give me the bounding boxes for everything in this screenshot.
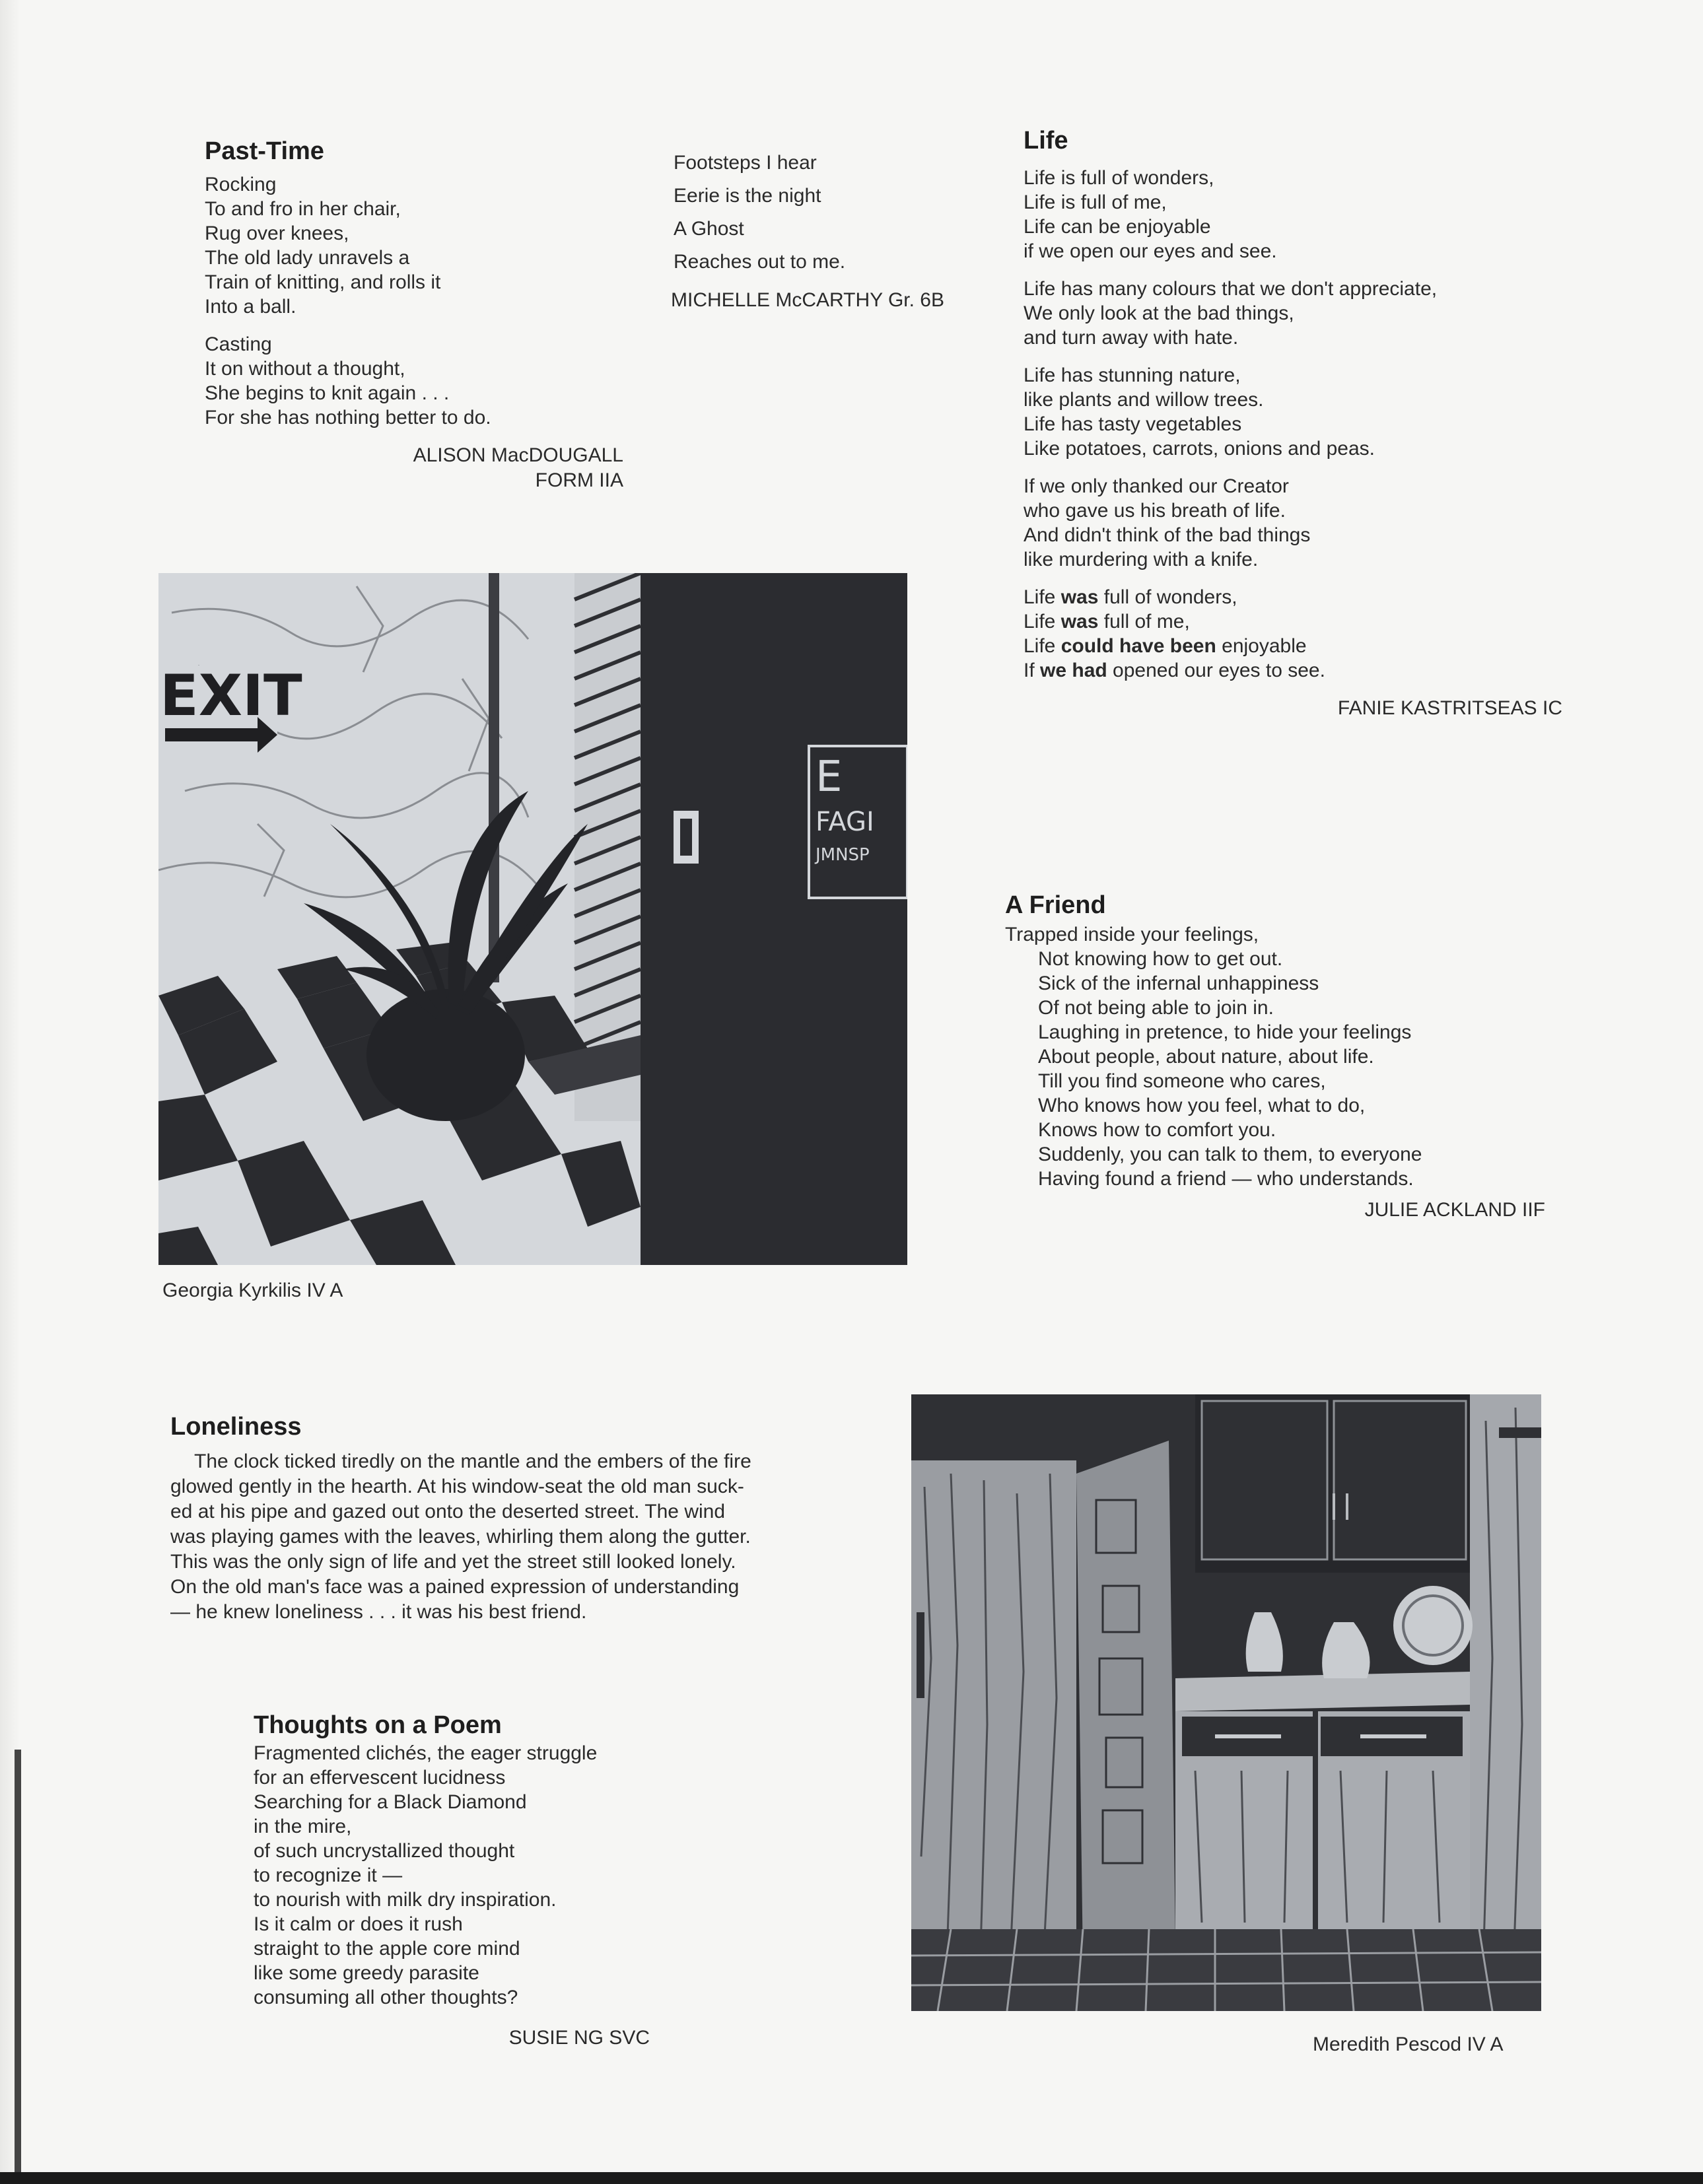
poem-line: like plants and willow trees. [1024, 389, 1264, 411]
page-binding-mark [15, 1750, 21, 2184]
poem-line: Like potatoes, carrots, onions and peas. [1024, 438, 1375, 460]
artwork-print-exit [158, 573, 907, 1265]
eye-chart-letter: JMNSP [816, 845, 870, 865]
poem-author: JULIE ACKLAND IIF [1364, 1199, 1545, 1221]
poem-past-time [205, 137, 627, 493]
prose-line: was playing games with the leaves, whirling them along the gutter. [170, 1526, 751, 1548]
prose-line: This was the only sign of life and yet the street still looked lonely. [170, 1551, 736, 1573]
prose-line: The clock ticked tiredly on the mantle and the embers of the fire [194, 1450, 751, 1472]
poem-line: Eerie is the night [674, 185, 821, 207]
poem-line: Casting [205, 333, 272, 355]
poem-line: Fragmented clichés, the eager struggle [254, 1742, 598, 1764]
poem-line: Life is full of me, [1024, 191, 1167, 213]
poem-line: like murdering with a knife. [1024, 549, 1259, 570]
poem-line: Laughing in pretence, to hide your feelings [1038, 1021, 1412, 1043]
poem-author: FANIE KASTRITSEAS IC [1337, 697, 1562, 719]
poem-stanza [674, 147, 1004, 279]
poem-stanza [1024, 474, 1565, 572]
poem-line: We only look at the bad things, [1024, 302, 1294, 324]
artwork-caption: Georgia Kyrkilis IV A [162, 1280, 343, 1301]
poem-line: Reaches out to me. [674, 251, 846, 273]
poem-title: Life [1024, 127, 1068, 154]
poem-line: Sick of the infernal unhappiness [1038, 973, 1319, 994]
poem-line: Life has stunning nature, [1024, 364, 1241, 386]
eye-chart-letter: FAGI [816, 807, 874, 837]
prose-line: ed at his pipe and gazed out onto the deserted street. The wind [170, 1501, 726, 1522]
poem-stanza [1005, 922, 1547, 1191]
poem-line: Train of knitting, and rolls it [205, 271, 441, 293]
poem-line: Having found a friend — who understands. [1038, 1168, 1414, 1190]
poem-stanza [1024, 363, 1565, 461]
poem-line: like some greedy parasite [254, 1962, 479, 1984]
poem-line: Life is full of wonders, [1024, 167, 1214, 189]
poem-stanza [205, 332, 627, 430]
poem-line: Into a ball. [205, 296, 296, 318]
poem-line: For she has nothing better to do. [205, 407, 491, 428]
poem-life [1024, 127, 1565, 721]
exit-sign-text: EXIT [160, 663, 302, 729]
poem-line: About people, about nature, about life. [1038, 1046, 1374, 1068]
poem-line: Till you find someone who cares, [1038, 1070, 1326, 1092]
poem-line: If we had opened our eyes to see. [1024, 660, 1325, 681]
prose-title: Loneliness [170, 1413, 302, 1441]
poem-line: Knows how to comfort you. [1038, 1119, 1276, 1141]
poem-a-friend [1005, 891, 1547, 1223]
poem-stanza [1024, 585, 1565, 683]
artwork-print-kitchen-drawing [911, 1394, 1541, 2011]
poem-line: It on without a thought, [205, 358, 405, 380]
poem-author: ALISON MacDOUGALL FORM IIA [413, 444, 623, 491]
poem-author: MICHELLE McCARTHY Gr. 6B [671, 289, 944, 311]
prose-line: On the old man's face was a pained expression of understanding [170, 1576, 740, 1598]
prose-line: glowed gently in the hearth. At his window-seat the old man suck- [170, 1476, 744, 1497]
poem-line: Rocking [205, 174, 277, 195]
artwork-caption: Meredith Pescod IV A [1313, 2033, 1504, 2055]
prose-line: — he knew loneliness . . . it was his best friend. [170, 1601, 587, 1623]
poem-author: SUSIE NG SVC [508, 2027, 650, 2049]
poem-line: Suddenly, you can talk to them, to everyone [1038, 1143, 1422, 1165]
poem-line: Life can be enjoyable [1024, 216, 1211, 238]
poem-line: Rug over knees, [205, 222, 349, 244]
artwork-print-exit-drawing [158, 573, 907, 1265]
poem-title: A Friend [1005, 891, 1106, 919]
poem-line: She begins to knit again . . . [205, 382, 450, 404]
poem-stanza [1024, 166, 1565, 263]
poem-line: Who knows how you feel, what to do, [1038, 1095, 1366, 1116]
poem-footsteps [671, 147, 1004, 313]
poem-line: Trapped inside your feelings, [1005, 924, 1259, 945]
poem-line: for an effervescent lucidness [254, 1767, 506, 1789]
poem-line: A Ghost [674, 218, 744, 240]
poem-line: straight to the apple core mind [254, 1938, 520, 1960]
artwork-print-kitchen [911, 1394, 1541, 2011]
poem-line: Life could have been enjoyable [1024, 635, 1307, 657]
poem-title: Thoughts on a Poem [254, 1711, 502, 1739]
poem-stanza [254, 1741, 676, 2010]
poem-line: And didn't think of the bad things [1024, 524, 1311, 546]
page-bottom-edge [0, 2172, 1703, 2184]
poem-line: of such uncrystallized thought [254, 1840, 515, 1862]
poem-title: Past-Time [205, 137, 324, 165]
poem-line: who gave us his breath of life. [1024, 500, 1286, 522]
poem-line: If we only thanked our Creator [1024, 475, 1289, 497]
poem-line: Life was full of wonders, [1024, 586, 1237, 608]
poem-thoughts-on-a-poem [254, 1711, 676, 2051]
poem-line: consuming all other thoughts? [254, 1987, 518, 2008]
poem-line: Life has many colours that we don't appreciate, [1024, 278, 1438, 300]
poem-line: Life has tasty vegetables [1024, 413, 1242, 435]
poem-line: To and fro in her chair, [205, 198, 401, 220]
poem-line: Footsteps I hear [674, 152, 817, 174]
poem-line: if we open our eyes and see. [1024, 240, 1277, 262]
poem-line: Searching for a Black Diamond [254, 1791, 527, 1813]
prose-body [170, 1449, 837, 1625]
eye-chart-letter: E [816, 753, 843, 802]
poem-stanza [1024, 277, 1565, 350]
poem-line: Life was full of me, [1024, 611, 1190, 632]
poem-line: Of not being able to join in. [1038, 997, 1274, 1019]
poem-line: The old lady unravels a [205, 247, 410, 269]
poem-line: Is it calm or does it rush [254, 1913, 463, 1935]
poem-line: to nourish with milk dry inspiration. [254, 1889, 557, 1911]
poem-line: in the mire, [254, 1816, 352, 1837]
poem-line: Not knowing how to get out. [1038, 948, 1283, 970]
poem-line: and turn away with hate. [1024, 327, 1239, 349]
poem-line: to recognize it — [254, 1864, 403, 1886]
poem-stanza [205, 172, 627, 319]
prose-loneliness [170, 1413, 837, 1625]
